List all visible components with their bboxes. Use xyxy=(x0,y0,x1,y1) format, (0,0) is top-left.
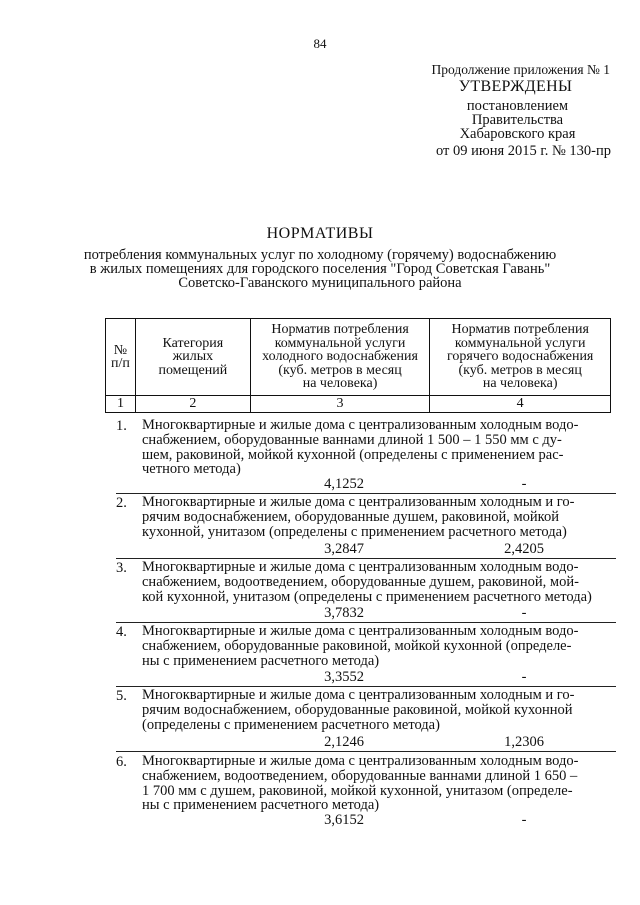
item-1-hot-value: - xyxy=(521,476,527,492)
approved-line-1: постановлением xyxy=(466,98,569,114)
item-1-cold-value: 4,1252 xyxy=(324,476,364,492)
subtitle-line-1: потребления коммунальных услуг по холодному (горячему) водоснабжению xyxy=(83,247,557,263)
item-3-cold-value: 3,7832 xyxy=(324,605,364,621)
item-6-cold-value: 3,6152 xyxy=(324,812,364,828)
item-number: 1. xyxy=(116,418,127,434)
item-number: 4. xyxy=(116,624,127,640)
item-description: Многоквартирные и жилые дома с централизованным холодным водо- снабжением, оборудованные раковиной, мойкой кухонной (определе- ны с применением расчетного метода) xyxy=(142,623,579,669)
item-5-hot-value: 1,2306 xyxy=(504,734,544,750)
header-col-cold-water: Норматив потребления коммунальной услуги холодного водоснабжения (куб. метров в месяц на человека) xyxy=(250,319,430,396)
item-description: Многоквартирные и жилые дома с централизованным холодным водо- снабжением, водоотведением, оборудованные ваннами длиной 1 650 – 1 700 мм с душем, раковиной, мойкой кухонной, унитазом (определе- ны с применением расчетного метода) xyxy=(142,753,579,814)
item-number: 2. xyxy=(116,495,127,511)
item-description: Многоквартирные и жилые дома с централизованным холодным водо- снабжением, водоотведением, оборудованные душем, раковиной, мой- кой кухонной, унитазом (определены с применением расчетного метода) xyxy=(142,559,592,605)
column-number-1: 1 xyxy=(106,396,136,413)
continuation-note: Продолжение приложения № 1 xyxy=(431,62,610,77)
approval-date: от 09 июня 2015 г. № 130-пр xyxy=(435,143,611,159)
item-4-hot-value: - xyxy=(521,669,527,685)
item-description: Многоквартирные и жилые дома с централизованным холодным и го- рячим водоснабжением, оборудованные душем, раковиной, мойкой кухонной, унитазом (определены с применением расчетного метода) xyxy=(142,494,575,540)
header-col-hot-water: Норматив потребления коммунальной услуги горячего водоснабжения (куб. метров в месяц на человека) xyxy=(430,319,611,396)
subtitle-line-2: в жилых помещениях для городского поселения "Город Советская Гавань" xyxy=(89,261,551,277)
row-divider xyxy=(116,751,616,752)
column-number-3: 3 xyxy=(250,396,430,413)
item-description: Многоквартирные и жилые дома с централизованным холодным и го- рячим водоснабжением, оборудованные раковиной, мойкой кухонной (определены с применением расчетного метода) xyxy=(142,687,575,733)
page-number: 84 xyxy=(313,36,327,51)
item-description: Многоквартирные и жилые дома с централизованным холодным водо- снабжением, оборудованные ваннами длиной 1 500 – 1 550 мм с ду- шем, раковиной, мойкой кухонной (определены с применением рас- четного метода) xyxy=(142,417,579,478)
document-title: НОРМАТИВЫ xyxy=(266,225,374,242)
item-3-hot-value: - xyxy=(521,605,527,621)
header-col-category: Категория жилых помещений xyxy=(135,319,250,396)
item-5-cold-value: 2,1246 xyxy=(324,734,364,750)
header-col-number: № п/п xyxy=(106,319,136,396)
column-number-4: 4 xyxy=(430,396,611,413)
item-number: 5. xyxy=(116,688,127,704)
item-2-hot-value: 2,4205 xyxy=(504,541,544,557)
item-number: 3. xyxy=(116,560,127,576)
column-number-2: 2 xyxy=(135,396,250,413)
subtitle-line-3: Советско-Гаванского муниципального района xyxy=(178,275,462,291)
item-number: 6. xyxy=(116,754,127,770)
approved-heading: УТВЕРЖДЕНЫ xyxy=(458,78,573,95)
norms-table-header xyxy=(105,318,611,413)
item-2-cold-value: 3,2847 xyxy=(324,541,364,557)
item-6-hot-value: - xyxy=(521,812,527,828)
approved-line-2: Правительства xyxy=(471,112,564,128)
approved-line-3: Хабаровского края xyxy=(459,126,576,142)
item-4-cold-value: 3,3552 xyxy=(324,669,364,685)
